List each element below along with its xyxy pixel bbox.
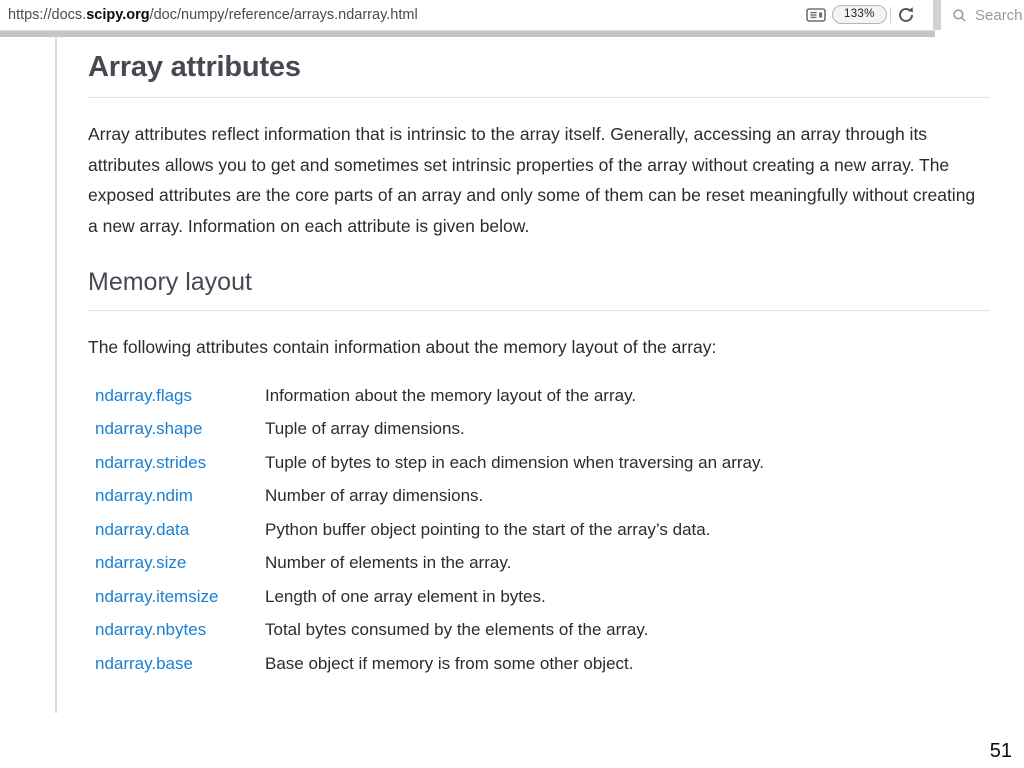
attr-link-size[interactable]: ndarray.size [95,553,187,573]
table-row [95,614,990,648]
page-title: Array attributes [88,37,990,98]
attr-description: Base object if memory is from some other object. [265,653,634,673]
attr-description: Length of one array element in bytes. [265,586,546,606]
attr-description: Total bytes consumed by the elements of the array. [265,620,649,640]
intro-paragraph: Array attributes reflect information that is intrinsic to the array itself. Generally, accessing an array through its attributes allows you to get and sometimes set intrinsic properties of the array without creating a new array. The exposed attributes are the core parts of an array and only some of them can be reset meaningfully without creating a new array. Information on each attribute is given below. [88,124,976,236]
table-row [95,647,990,681]
search-input[interactable] [941,0,1024,30]
attr-link-base[interactable]: ndarray.base [95,653,193,673]
table-row [95,379,990,413]
attr-link-strides[interactable]: ndarray.strides [95,452,207,472]
attr-link-data[interactable]: ndarray.data [95,519,190,539]
section-lead: The following attributes contain information about the memory layout of the array: [88,337,717,357]
attr-description: Tuple of bytes to step in each dimension when traversing an array. [265,452,764,472]
address-bar[interactable] [8,0,418,30]
section-title: Memory layout [88,268,990,311]
attr-link-nbytes[interactable]: ndarray.nbytes [95,620,207,640]
attr-link-flags[interactable]: ndarray.flags [95,385,193,405]
url-path: /doc/numpy/reference/arrays.ndarray.html [149,7,418,23]
toolbar-separator [890,7,891,23]
attr-description: Tuple of array dimensions. [265,419,465,439]
table-row [95,413,990,447]
search-icon [952,8,967,23]
content-left-border [55,37,57,713]
attr-link-itemsize[interactable]: ndarray.itemsize [95,586,219,606]
slide-page-number: 51 [989,740,1012,762]
attr-description: Number of array dimensions. [265,486,484,506]
attr-link-ndim[interactable]: ndarray.ndim [95,486,193,506]
zoom-level-badge[interactable]: 133% [832,5,887,24]
reload-button[interactable] [897,6,915,24]
browser-toolbar [0,0,1024,30]
attr-description: Number of elements in the array. [265,553,512,573]
reader-mode-icon[interactable] [806,8,826,22]
attribute-table [95,379,990,681]
table-row [95,547,990,581]
search-placeholder: Search [975,6,1023,24]
attr-description: Information about the memory layout of the array. [265,385,637,405]
toolbar-field-divider [933,0,941,30]
attr-link-shape[interactable]: ndarray.shape [95,419,203,439]
browser-chrome-bottom-edge [0,30,935,37]
url-protocol: https://docs. [8,7,87,23]
url-domain: scipy.org [86,7,150,23]
table-row [95,480,990,514]
table-row [95,513,990,547]
table-row [95,580,990,614]
doc-content [88,37,990,681]
attr-description: Python buffer object pointing to the start of the array’s data. [265,519,711,539]
table-row [95,446,990,480]
